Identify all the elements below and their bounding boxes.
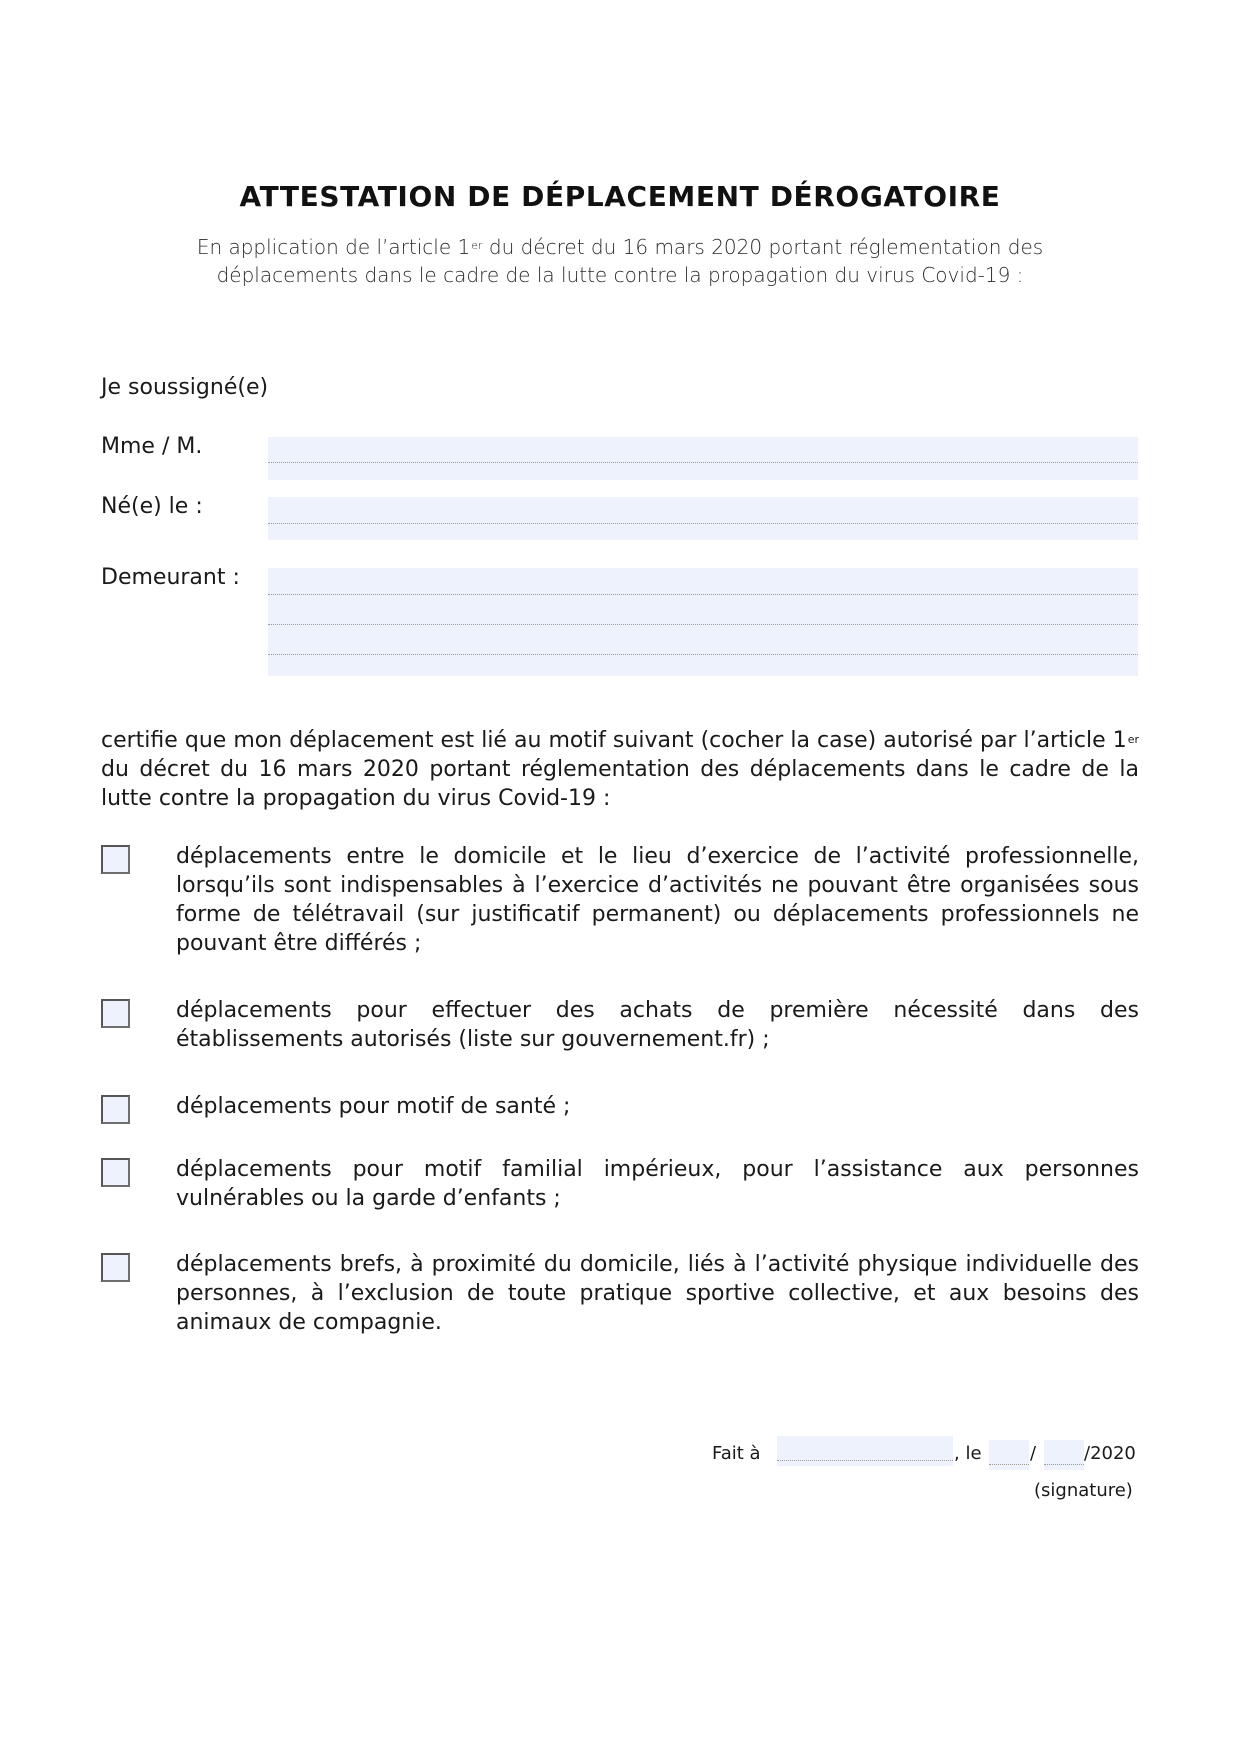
address-field[interactable] xyxy=(268,568,1138,676)
document-subtitle xyxy=(140,233,1100,289)
fait-a-label: Fait à xyxy=(712,1443,761,1464)
name-field[interactable] xyxy=(268,437,1138,480)
address-field-dotted-line-3 xyxy=(268,654,1138,655)
document-title: ATTESTATION DE DÉPLACEMENT DÉROGATOIRE xyxy=(239,180,1001,213)
reason-professional-checkbox[interactable] xyxy=(101,845,130,874)
reason-physical-activity-checkbox[interactable] xyxy=(101,1253,130,1282)
day-field-dotted-line xyxy=(989,1464,1029,1465)
signature-label: (signature) xyxy=(1034,1480,1133,1501)
subtitle-line-2: déplacements dans le cadre de la lutte contre la propagation du virus Covid-19 : xyxy=(216,263,1024,287)
day-field[interactable] xyxy=(989,1440,1029,1470)
name-field-dotted-line xyxy=(268,462,1138,463)
birthdate-field[interactable] xyxy=(268,497,1138,540)
reason-professional-text: déplacements entre le domicile et le lieu d’exercice de l’activité professionnelle, lorsqu’ils sont indispensables à l’exercice d’activités ne pouvant être organisées sous forme de télétravail (sur justificatif permanent) ou déplacements professionnels ne pouvant être différés ; xyxy=(176,844,1139,956)
reason-purchases-text: déplacements pour effectuer des achats de première nécessité dans des établissements autorisés (liste sur gouvernement.fr) ; xyxy=(176,998,1139,1052)
le-label: , le xyxy=(954,1443,982,1464)
reason-health-text: déplacements pour motif de santé ; xyxy=(176,1094,571,1119)
subtitle-line-1: En application de l’article 1er du décret du 16 mars 2020 portant réglementation des xyxy=(196,235,1044,259)
intro-label: Je soussigné(e) xyxy=(101,375,269,400)
reason-family-text: déplacements pour motif familial impérieux, pour l’assistance aux personnes vulnérables ou la garde d’enfants ; xyxy=(176,1157,1139,1211)
reason-family-checkbox[interactable] xyxy=(101,1158,130,1187)
birthdate-field-dotted-line xyxy=(268,523,1138,524)
address-label: Demeurant : xyxy=(101,565,240,590)
date-separator: / xyxy=(1030,1443,1037,1464)
place-field-dotted-line xyxy=(777,1460,953,1461)
month-field[interactable] xyxy=(1044,1440,1084,1470)
address-field-dotted-line-2 xyxy=(268,624,1138,625)
certification-paragraph: certifie que mon déplacement est lié au motif suivant (cocher la case) autorisé par l’article 1er du décret du 16 mars 2020 portant réglementation des déplacements dans le cadre de la lutte contre la propagation du virus Covid-19 : xyxy=(101,728,1139,811)
address-field-dotted-line-1 xyxy=(268,594,1138,595)
reason-purchases-checkbox[interactable] xyxy=(101,999,130,1028)
name-label: Mme / M. xyxy=(101,434,203,459)
birthdate-label: Né(e) le : xyxy=(101,494,203,519)
reason-health-checkbox[interactable] xyxy=(101,1095,130,1124)
year-label: /2020 xyxy=(1084,1443,1136,1464)
month-field-dotted-line xyxy=(1044,1464,1084,1465)
reason-physical-activity-text: déplacements brefs, à proximité du domicile, liés à l’activité physique individuelle des personnes, à l’exclusion de toute pratique sportive collective, et aux besoins des animaux de compagnie. xyxy=(176,1252,1139,1335)
place-field[interactable] xyxy=(777,1436,953,1466)
